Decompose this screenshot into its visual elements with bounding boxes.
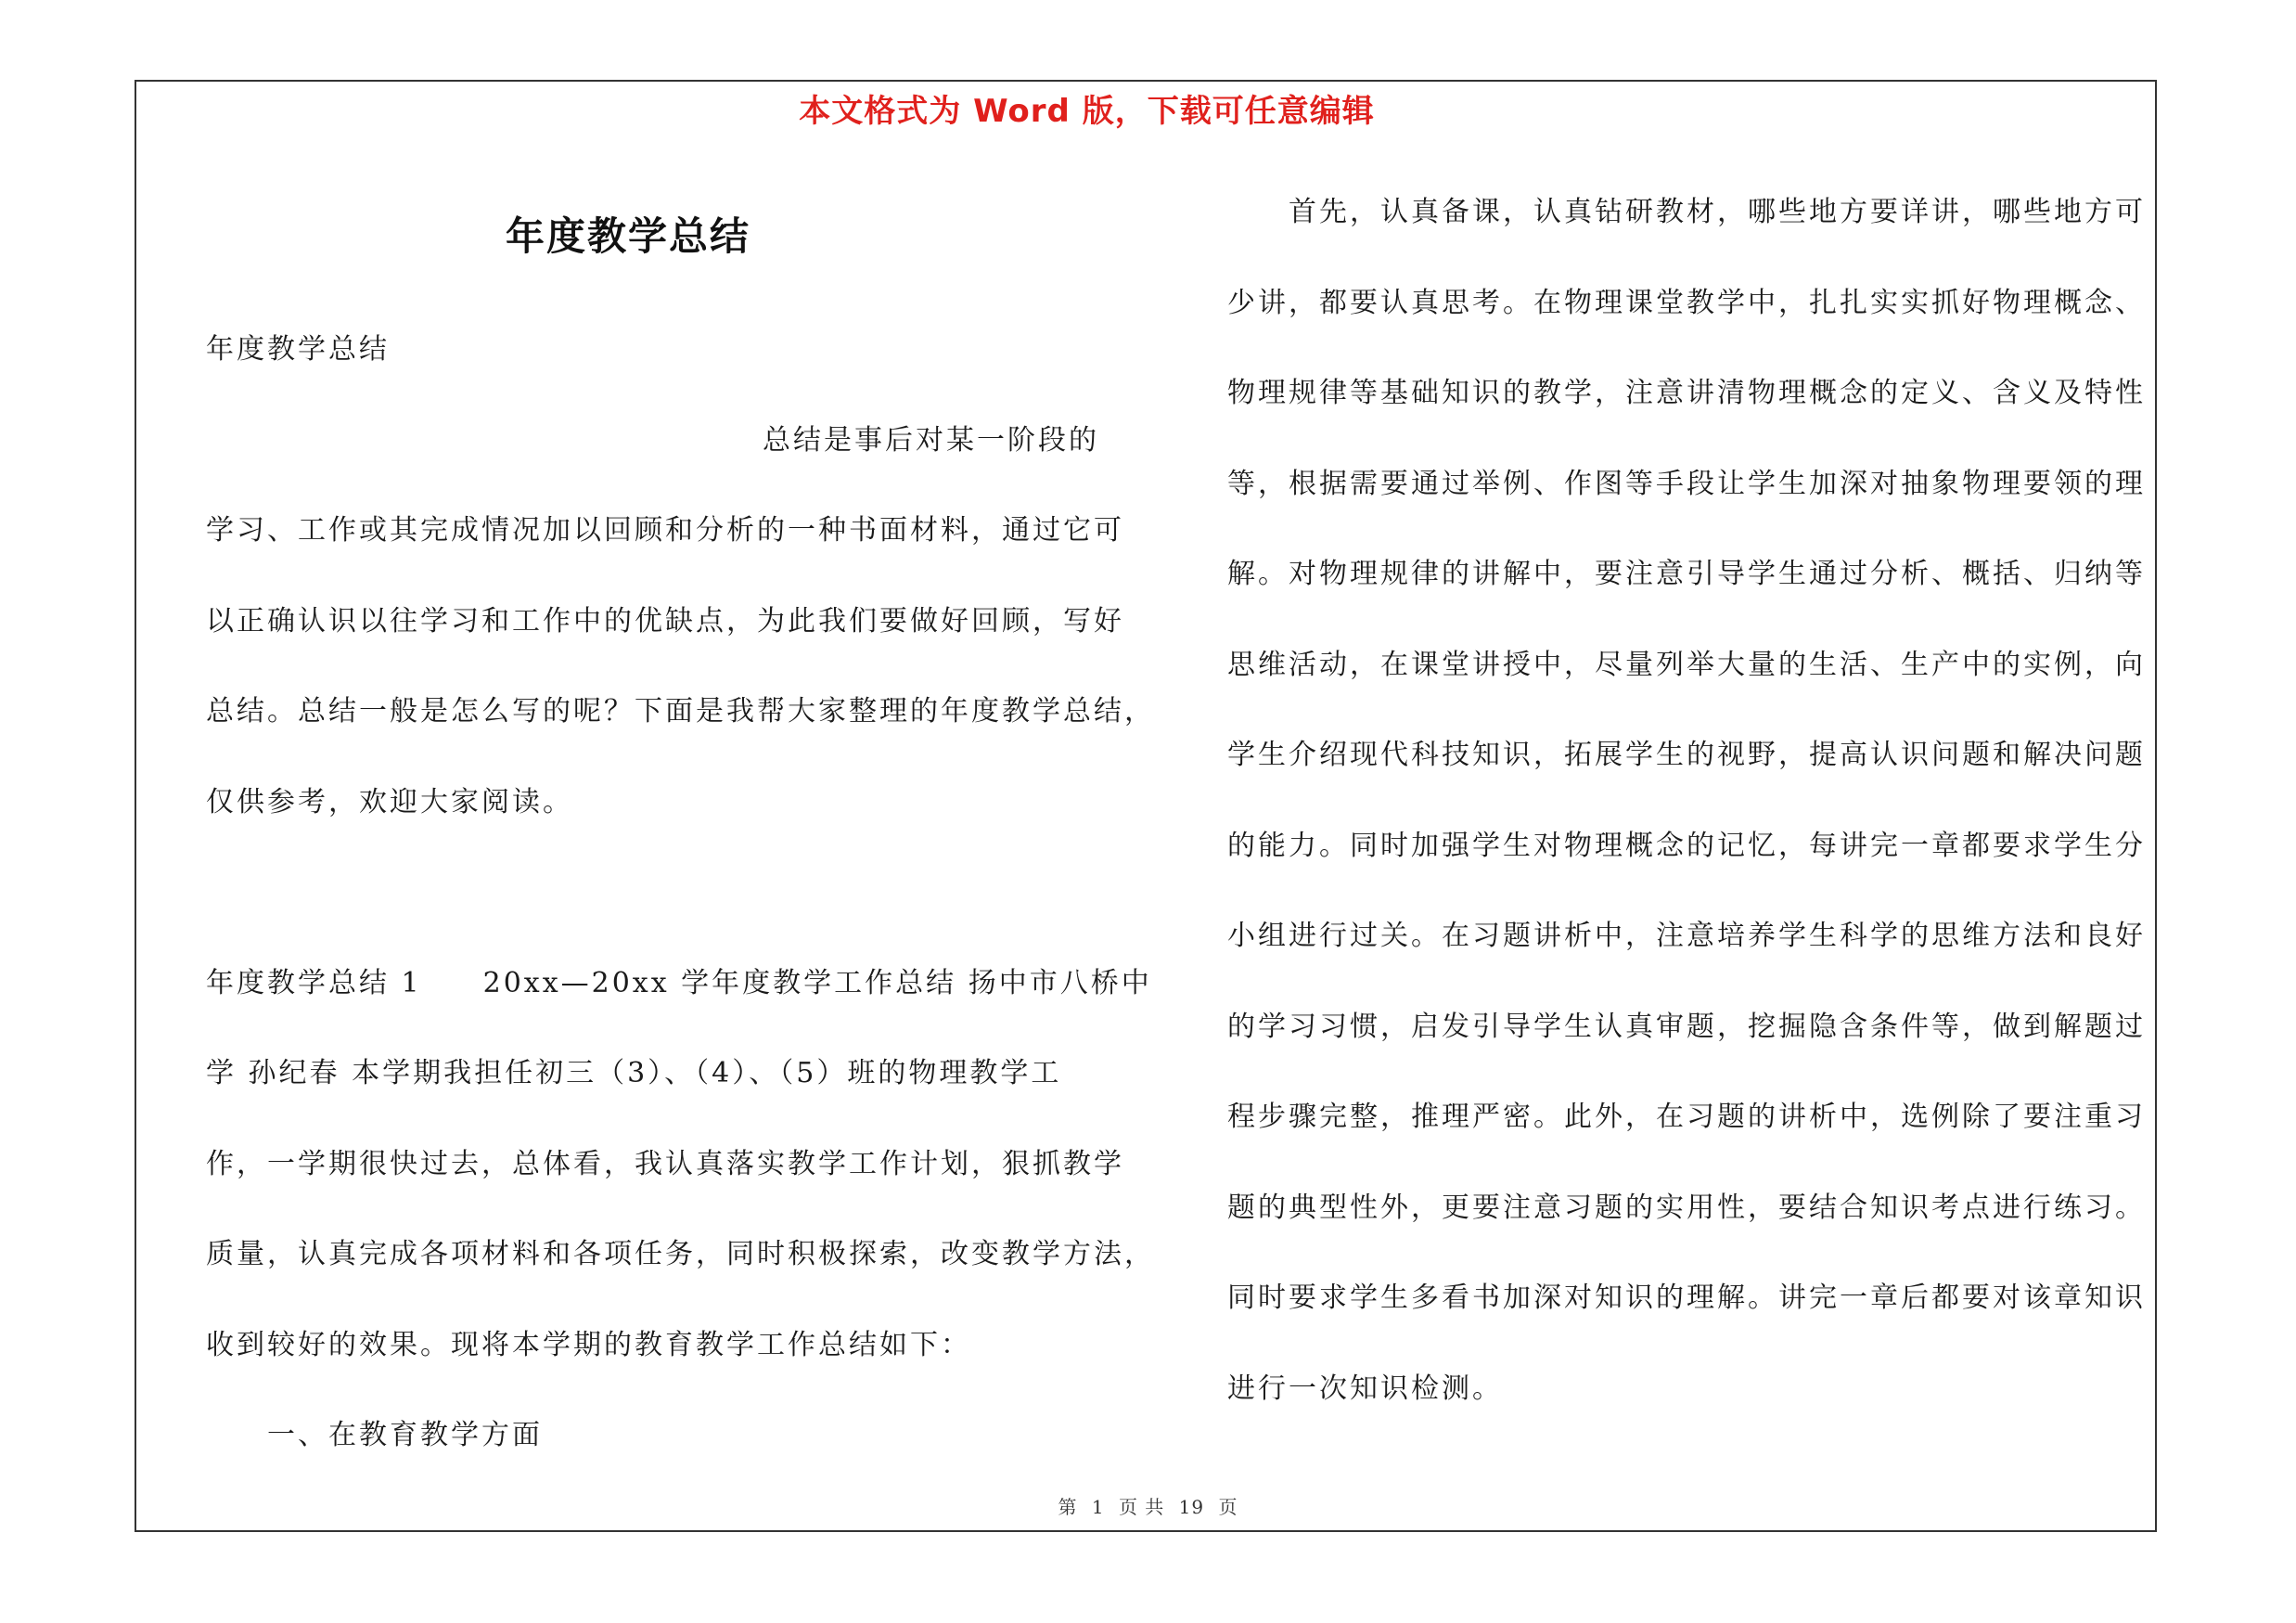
paragraph-line: 学习、工作或其完成情况加以回顾和分析的一种书面材料，通过它可 <box>206 514 1124 547</box>
page-number-footer <box>0 1492 2296 1519</box>
paragraph-line: 程步骤完整，推理严密。此外，在习题的讲析中，选例除了要注重习 <box>1227 1101 2146 1133</box>
paragraph-line: 的学习习惯，启发引导学生认真审题，挖掘隐含条件等，做到解题过 <box>1227 1010 2146 1043</box>
paragraph-line: 小组进行过关。在习题讲析中，注意培养学生科学的思维方法和良好 <box>1227 920 2146 952</box>
right-column <box>1227 167 2150 1434</box>
paragraph-line: 等，根据需要通过举例、作图等手段让学生加深对抽象物理要领的理 <box>1227 467 2146 500</box>
paragraph-line: 思维活动，在课堂讲授中，尽量列举大量的生活、生产中的实例，向 <box>1227 648 2146 681</box>
footer-middle: 页 共 <box>1118 1496 1165 1518</box>
paragraph-line: 题的典型性外，更要注意习题的实用性，要结合知识考点进行练习。 <box>1227 1191 2146 1224</box>
footer-prefix: 第 <box>1058 1496 1078 1518</box>
paragraph-line: 同时要求学生多看书加深对知识的理解。讲完一章后都要对该章知识 <box>1227 1282 2146 1314</box>
paragraph-line: 仅供参考，欢迎大家阅读。 <box>206 785 573 818</box>
paragraph-line: 年度教学总结 <box>206 333 390 366</box>
paragraph-line: 少讲，都要认真思考。在物理课堂教学中，扎扎实实抓好物理概念、 <box>1227 286 2146 319</box>
paragraph-line: 年度教学总结 1 20xx—20xx 学年度教学工作总结 扬中市八桥中 <box>206 966 1152 999</box>
paragraph-line: 物理规律等基础知识的教学，注意讲清物理概念的定义、含义及特性 <box>1227 377 2146 409</box>
paragraph-line: 首先，认真备课，认真钻研教材，哪些地方要详讲，哪些地方可 <box>1289 196 2146 228</box>
paragraph-line: 学 孙纪春 本学期我担任初三（3）、（4）、（5）班的物理教学工 <box>206 1057 1062 1089</box>
paragraph-line: 以正确认识以往学习和工作中的优缺点，为此我们要做好回顾，写好 <box>206 604 1124 638</box>
paragraph-line: 解。对物理规律的讲解中，要注意引导学生通过分析、概括、归纳等 <box>1227 558 2146 590</box>
paragraph-line: 总结是事后对某一阶段的 <box>763 423 1099 457</box>
paragraph-line: 作，一学期很快过去，总体看，我认真落实教学工作计划，狠抓教学 <box>206 1147 1124 1180</box>
blank-line <box>206 847 1143 938</box>
document-title: 年度教学总结 <box>506 213 751 259</box>
paragraph-line: 学生介绍现代科技知识，拓展学生的视野，提高认识问题和解决问题 <box>1227 739 2146 771</box>
paragraph-line: 进行一次知识检测。 <box>1227 1372 1503 1405</box>
total-page-count: 19 <box>1178 1496 1205 1518</box>
current-page-number: 1 <box>1091 1496 1105 1518</box>
paragraph-line: 收到较好的效果。现将本学期的教育教学工作总结如下： <box>206 1328 971 1361</box>
format-banner: 本文格式为 Word 版，下载可任意编辑 <box>799 93 1375 130</box>
paragraph-line: 质量，认真完成各项材料和各项任务，同时积极探索，改变教学方法， <box>206 1238 1155 1270</box>
left-column <box>206 304 1155 1481</box>
footer-suffix: 页 <box>1218 1496 1238 1518</box>
paragraph-line: 总结。总结一般是怎么写的呢？下面是我帮大家整理的年度教学总结， <box>206 695 1155 728</box>
section-heading: 一、在教育教学方面 <box>267 1419 543 1451</box>
paragraph-line: 的能力。同时加强学生对物理概念的记忆，每讲完一章都要求学生分 <box>1227 829 2146 862</box>
